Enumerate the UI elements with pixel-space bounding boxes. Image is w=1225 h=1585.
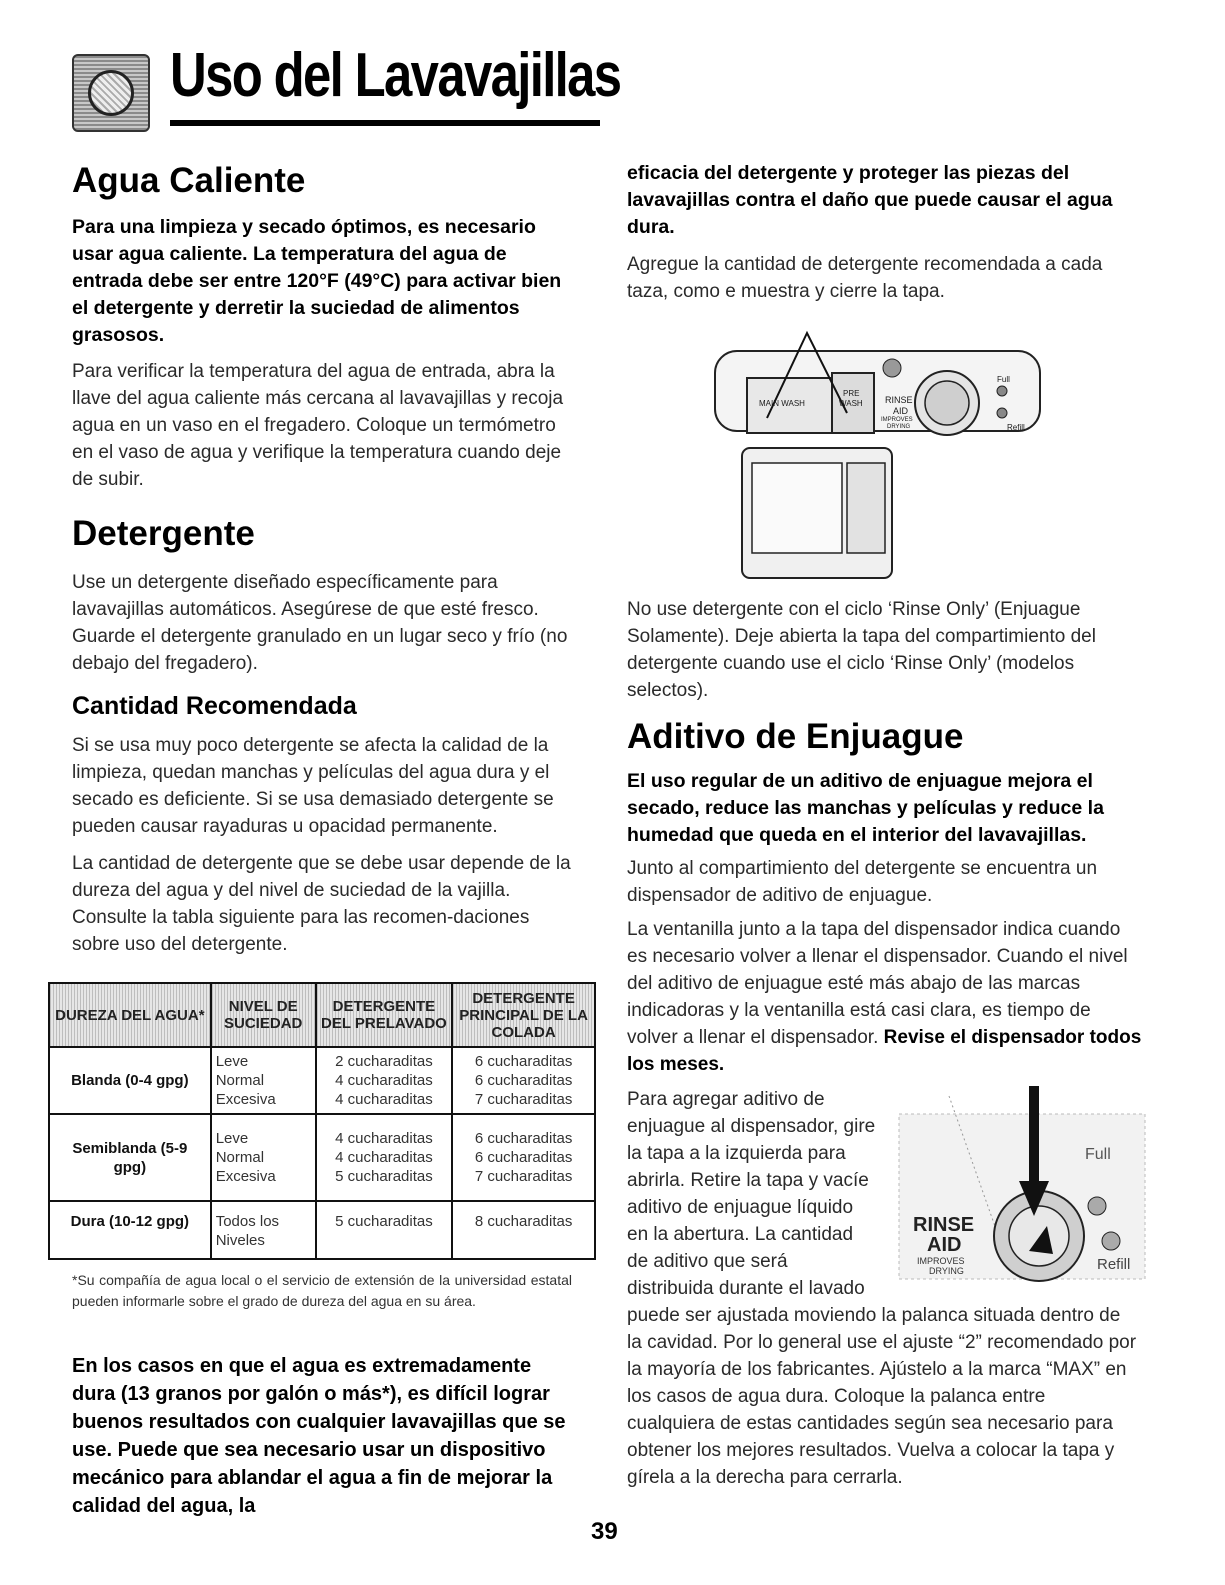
mainwash-cell (452, 1114, 595, 1201)
aditivo-p2-text: La ventanilla junto a la tapa del dispensador indica cuando es necesario volver a llenar el dispensador. Cuando el nivel del aditivo de enjuague esté más abajo de las marcas indicadoras y la ventanilla está casi clara, es tiempo de volver a llenar el dispensador. (627, 919, 1128, 1048)
aditivo-p1: Junto al compartimiento del detergente se encuentra un dispensador de aditivo de enjuague. (627, 858, 1098, 906)
soil-level: Excesiva (215, 1168, 276, 1185)
rinse-label: RINSE (885, 395, 913, 405)
fig2-improves-label: IMPROVES (917, 1256, 965, 1266)
full-label: Full (997, 375, 1010, 384)
aditivo-bold: El uso regular de un aditivo de enjuague mejora el secado, reduce las manchas y películas y reduce la humedad que queda en el interior del lavavajillas. (627, 770, 1104, 846)
cantidad-p2: La cantidad de detergente que se debe usar depende de la dureza del agua y del nivel de suciedad de la vajilla. Consulte la tabla siguiente para las recomen-daciones sobre uso del detergente. (72, 853, 571, 955)
drying-label: DRYING (887, 424, 911, 430)
soil-level: Leve (215, 1053, 249, 1070)
title-rule (170, 120, 600, 126)
soil-cell: Todos los Niveles (211, 1201, 316, 1259)
mainwash-amount: 7 cucharaditas (474, 1168, 573, 1185)
dura-body: Agregue la cantidad de detergente recomendada a cada taza, como e muestra y cierre la tapa. (627, 254, 1103, 302)
table-row (49, 1201, 595, 1259)
dispenser-illustration (707, 313, 1047, 588)
aditivo-p3-line: enjuague al dispensador, gire (627, 1116, 876, 1137)
aditivo-p3-line: abrirla. Retire la tapa y vacíe (627, 1170, 869, 1191)
aditivo-p3-line: distribuida durante el lavado (627, 1278, 865, 1299)
mainwash-amount: 6 cucharaditas (474, 1130, 573, 1147)
aditivo-p3-line: de aditivo que será (627, 1251, 788, 1272)
cantidad-heading: Cantidad Recomendada (72, 692, 357, 720)
improves-label: IMPROVES (881, 417, 913, 423)
rinse-only-note: No use detergente con el ciclo ‘Rinse Only’ (Enjuague Solamente). Deje abierta la tapa del compartimiento del detergente cuando use el ciclo ‘Rinse Only’ (modelos selectos). (627, 599, 1096, 701)
aditivo-p3-line: aditivo de enjuague líquido (627, 1197, 854, 1218)
detergente-heading: Detergente (72, 514, 255, 553)
cantidad-p1: Si se usa muy poco detergente se afecta la calidad de la limpieza, quedan manchas y películas del agua dura y el secado es deficiente. Si se usa demasiado detergente se pueden causar rayaduras u opacidad permanente. (72, 735, 554, 837)
detergent-table (48, 982, 596, 1260)
detergente-body: Use un detergente diseñado específicamente para lavavajillas automáticos. Asegúrese de que esté fresco. Guarde el detergente granulado en un lugar seco y frío (no debajo del fregadero). (72, 572, 568, 674)
mainwash-amount: 8 cucharaditas (452, 1201, 595, 1259)
table-header: NIVEL DE SUCIEDAD (211, 983, 316, 1047)
fig2-full-label: Full (1085, 1146, 1111, 1163)
page-header (72, 40, 621, 132)
dial-icon (72, 54, 150, 132)
page-title: Uso del Lavavajillas (170, 41, 621, 110)
wash-label: WASH (839, 399, 863, 408)
mainwash-amount: 6 cucharaditas (474, 1149, 573, 1166)
prewash-amount: 4 cucharaditas (335, 1130, 433, 1147)
prewash-amount: 4 cucharaditas (335, 1091, 433, 1108)
prewash-cell (316, 1047, 453, 1114)
prewash-amount: 2 cucharaditas (335, 1053, 433, 1070)
mainwash-amount: 7 cucharaditas (474, 1091, 573, 1108)
soil-level: Normal (215, 1149, 265, 1166)
detergent-dispenser-figure (707, 313, 1047, 588)
table-row (49, 1114, 595, 1201)
table-header: DETERGENTE PRINCIPAL DE LA COLADA (452, 983, 595, 1047)
aditivo-p2 (627, 916, 1142, 1078)
main-wash-label: MAIN WASH (759, 399, 805, 408)
prewash-amount: 4 cucharaditas (335, 1072, 433, 1089)
prewash-amount: 5 cucharaditas (335, 1168, 433, 1185)
pre-label: PRE (843, 389, 860, 398)
soil-level: Normal (215, 1072, 265, 1089)
aditivo-p3-line: Para agregar aditivo de (627, 1089, 825, 1110)
mainwash-amount: 6 cucharaditas (474, 1053, 573, 1070)
aditivo-p3-line: la tapa a la izquierda para (627, 1143, 846, 1164)
hardness-label: Blanda (0-4 gpg) (49, 1047, 211, 1114)
table-header: DETERGENTE DEL PRELAVADO (316, 983, 453, 1047)
dura-bold-continued: eficacia del detergente y proteger las piezas del lavavajillas contra el daño que puede causar el agua dura. (627, 162, 1113, 238)
aditivo-p3-rest: puede ser ajustada moviendo la palanca situada dentro de la cavidad. Por lo general use el ajuste “2” recomendado por la mayoría de los fabricantes. Ajústelo a la marca “MAX” en los casos de agua dura. Coloque la palanca entre cualquiera de estas cantidades según sea necesario para obtener los mejores resultados. Vuelva a colocar la tapa y gírela a la derecha para cerrarla. (627, 1305, 1137, 1488)
aditivo-p2-bold: Revise el dispensador todos los meses. (627, 1027, 1142, 1075)
soil-cell (211, 1047, 316, 1114)
hardness-label: Semiblanda (5-9 gpg) (49, 1114, 211, 1201)
fig2-drying-label: DRYING (929, 1266, 964, 1276)
soil-level: Leve (215, 1130, 249, 1147)
fig2-refill-label: Refill (1097, 1256, 1131, 1273)
aditivo-heading: Aditivo de Enjuague (627, 717, 964, 756)
hardness-label: Dura (10-12 gpg) (49, 1201, 211, 1259)
aditivo-p3-line: en la abertura. La cantidad (627, 1224, 854, 1245)
right-column (627, 160, 1147, 1491)
agua-body: Para verificar la temperatura del agua de entrada, abra la llave del agua caliente más cercana al lavavajillas y recoja agua en un vaso en el fregadero. Coloque un termómetro en el vaso de agua y verifique la temperatura cuando deje de subir. (72, 361, 564, 490)
agua-heading: Agua Caliente (72, 161, 306, 200)
fig2-rinse-label: RINSE (913, 1214, 975, 1236)
aid-label: AID (893, 406, 909, 416)
prewash-cell (316, 1114, 453, 1201)
page-number: 39 (591, 1518, 618, 1545)
mainwash-cell (452, 1047, 595, 1114)
left-column (55, 160, 597, 1520)
soil-cell (211, 1114, 316, 1201)
prewash-amount: 4 cucharaditas (335, 1149, 433, 1166)
table-footnote: *Su compañía de agua local o el servicio de extensión de la universidad estatal pueden informarle sobre el grado de dureza del agua en su área. (72, 1272, 572, 1309)
dura-bold: En los casos en que el agua es extremadamente dura (13 granos por galón o más*), es difícil lograr buenos resultados con cualquier lavavajillas que se use. Puede que sea necesario usar un dispositivo mecánico para ablandar el agua a fin de mejorar la calidad del agua, la (72, 1355, 566, 1517)
table-header: DUREZA DEL AGUA* (49, 983, 211, 1047)
aditivo-p3-block (627, 1086, 1147, 1491)
mainwash-amount: 6 cucharaditas (474, 1072, 573, 1089)
rinse-aid-figure (889, 1086, 1147, 1286)
fig2-aid-label: AID (927, 1234, 962, 1256)
agua-bold: Para una limpieza y secado óptimos, es necesario usar agua caliente. La temperatura del agua de entrada debe ser entre 120°F (49°C) para activar bien el detergente y derretir la suciedad de alimentos grasosos. (72, 216, 562, 346)
prewash-amount: 5 cucharaditas (316, 1201, 453, 1259)
table-row (49, 1047, 595, 1114)
refill-label: Refill (1007, 423, 1025, 432)
soil-level: Excesiva (215, 1091, 276, 1108)
